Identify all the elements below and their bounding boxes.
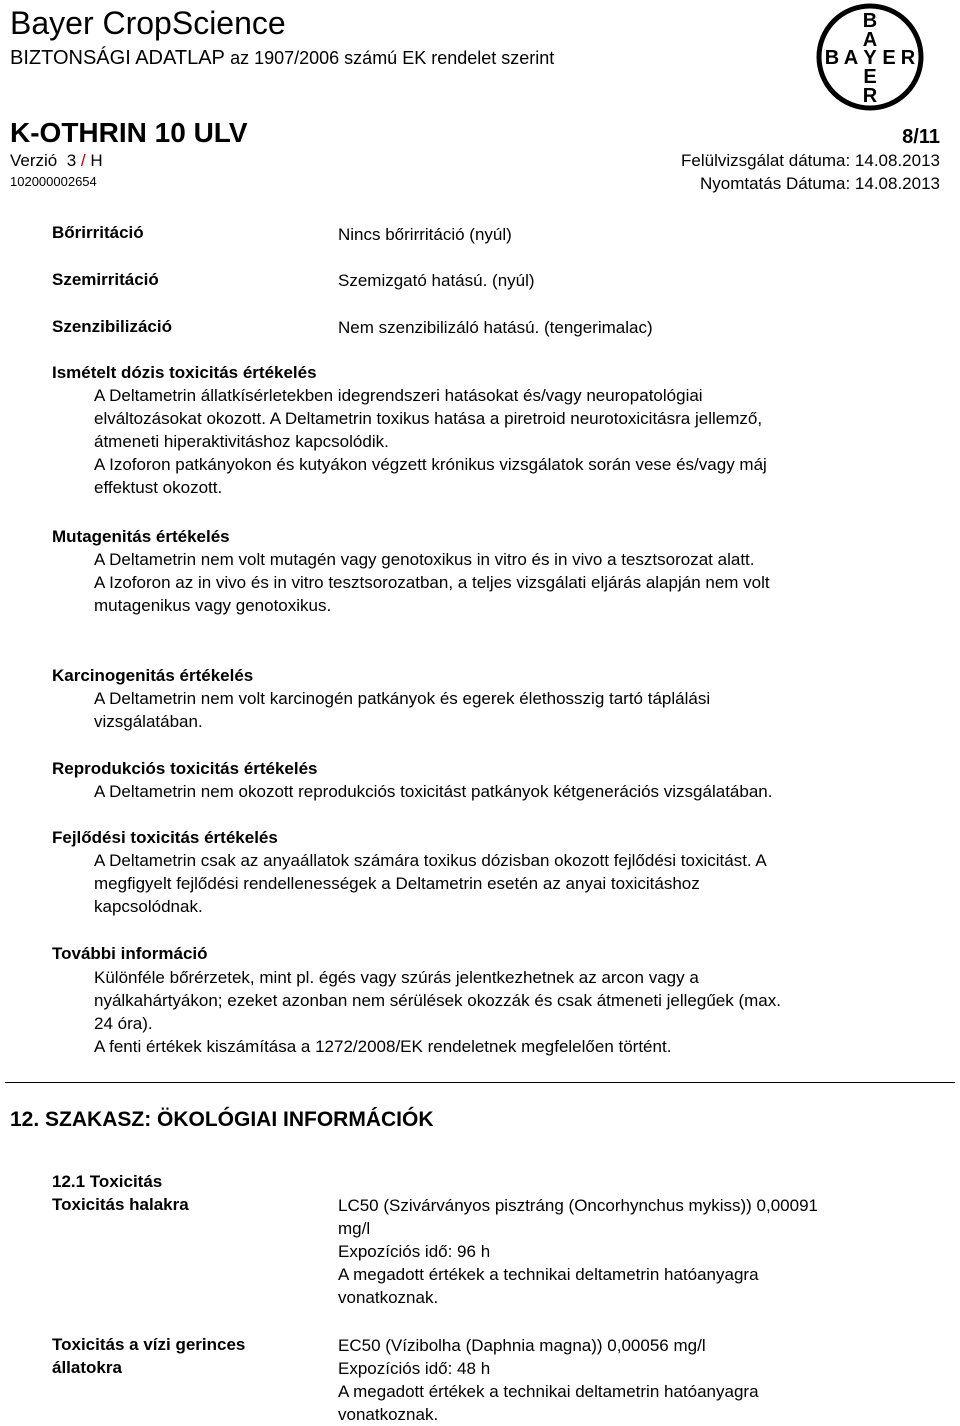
text-line: A Deltametrin nem volt karcinogén patkányok és egerek élethosszig tartó táplálási [94,689,711,708]
mutagenicity-title: Mutagenitás értékelés [52,527,230,546]
mutagenicity-text [94,548,944,617]
text-line: Különféle bőrérzetek, mint pl. égés vagy szúrás jelentkezhetnek az arcon vagy a [94,968,699,987]
version-number: 3 [66,151,77,170]
company-name: Bayer CropScience [10,5,286,41]
developmental-title: Fejlődési toxicitás értékelés [52,828,278,847]
text-line: A megadott értékek a technikai deltametrin hatóanyagra [338,1382,759,1401]
text-line: A Izoforon patkányokon és kutyákon végzett krónikus vizsgálatok során vese és/vagy máj [94,455,767,474]
sensitization-value: Nem szenzibilizáló hatású. (tengerimalac) [338,318,653,337]
logo-letter-e-h: E [882,47,896,69]
carcinogenicity-title: Karcinogenitás értékelés [52,666,254,685]
reproductive-title: Reprodukciós toxicitás értékelés [52,759,318,778]
logo-letter-a: A [862,29,878,51]
version-language: H [90,151,103,170]
text-line: mg/l [338,1219,371,1238]
text-line: vonatkoznak. [338,1288,439,1307]
text-line: A Deltametrin nem okozott reprodukciós toxicitást patkányok kétgenerációs vizsgálatában. [94,782,773,801]
toxicity-subsection-title: 12.1 Toxicitás [52,1172,163,1191]
product-name: K-OTHRIN 10 ULV [10,117,248,148]
version-separator: / [80,151,86,170]
text-line: A Izoforon az in vivo és in vitro tesztsorozatban, a teljes vizsgálati eljárás alapján nem volt [94,573,770,592]
text-line: megfigyelt fejlődési rendellenességek a Deltametrin esetén az anyai toxicitáshoz [94,874,700,893]
logo-letter-r-h: R [900,47,916,69]
repeated-dose-text [94,384,944,499]
skin-irritation-label: Bőrirritáció [52,223,144,242]
text-line: kapcsolódnak. [94,897,203,916]
eye-irritation-value: Szemizgató hatású. (nyúl) [338,271,535,290]
invertebrate-toxicity-label [52,1333,245,1379]
section-divider [5,1082,955,1083]
text-line: mutagenikus vagy genotoxikus. [94,596,332,615]
text-line: A Deltametrin csak az anyaállatok számára toxikus dózisban okozott fejlődési toxicitást. A [94,851,767,870]
fish-toxicity-label: Toxicitás halakra [52,1195,189,1214]
revision-date: Felülvizsgálat dátuma: 14.08.2013 [681,151,940,170]
page-number: 8/11 [902,126,940,148]
logo-letter-a-h: A [843,47,859,69]
developmental-text [94,849,944,918]
text-line: Expozíciós idő: 48 h [338,1359,491,1378]
carcinogenicity-text [94,687,944,733]
text-line: nyálkahártyákon; ezeket azonban nem sérülések okozzák és csak átmeneti jellegűek (max. [94,991,781,1010]
logo-letter-r: R [862,85,878,107]
document-subtitle [10,45,554,71]
version-line [10,150,103,172]
label-line: állatokra [52,1358,122,1377]
further-info-title: További információ [52,944,208,963]
text-line: Expozíciós idő: 96 h [338,1242,491,1261]
invertebrate-toxicity-value [338,1334,938,1426]
logo-letter-b-h: B [824,47,840,69]
text-line: EC50 (Vízibolha (Daphnia magna)) 0,00056 mg/l [338,1336,706,1355]
logo-letter-y: Y [863,47,877,69]
text-line: A Deltametrin nem volt mutagén vagy genotoxikus in vitro és in vivo a tesztsorozat alatt. [94,550,755,569]
fish-toxicity-value [338,1194,938,1309]
text-line: effektust okozott. [94,478,223,497]
print-date: Nyomtatás Dátuma: 14.08.2013 [699,174,940,193]
repeated-dose-title: Ismételt dózis toxicitás értékelés [52,363,317,382]
bayer-cross-logo [815,2,925,112]
further-info-text [94,966,944,1058]
text-line: A Deltametrin állatkísérletekben idegrendszeri hatásokat és/vagy neuropatológiai [94,386,703,405]
eye-irritation-label: Szemirritáció [52,270,159,289]
regulation: az 1907/2006 számú EK rendelet szerint [230,48,555,68]
version-label: Verzió [10,151,58,170]
text-line: elváltozásokat okozott. A Deltametrin toxikus hatása a piretroid neurotoxicitásra jellemző, [94,409,763,428]
reproductive-text [94,780,944,803]
logo-letter-e: E [863,66,877,88]
skin-irritation-value: Nincs bőrirritáció (nyúl) [338,225,512,244]
text-line: átmeneti hiperaktivitáshoz kapcsolódik. [94,432,389,451]
logo-letter-b: B [862,10,878,32]
label-line: Toxicitás a vízi gerinces [52,1335,246,1354]
text-line: 24 óra). [94,1014,153,1033]
text-line: vizsgálatában. [94,712,203,731]
text-line: LC50 (Szivárványos pisztráng (Oncorhynchus mykiss)) 0,00091 [338,1196,818,1215]
doc-type: BIZTONSÁGI ADATLAP [10,47,225,69]
text-line: A megadott értékek a technikai deltametrin hatóanyagra [338,1265,759,1284]
sensitization-label: Szenzibilizáció [52,317,172,336]
document-number: 102000002654 [10,174,97,189]
text-line: vonatkoznak. [338,1405,439,1424]
section-12-title: 12. SZAKASZ: ÖKOLÓGIAI INFORMÁCIÓK [10,1108,434,1131]
text-line: A fenti értékek kiszámítása a 1272/2008/EK rendeletnek megfelelően történt. [94,1037,672,1056]
